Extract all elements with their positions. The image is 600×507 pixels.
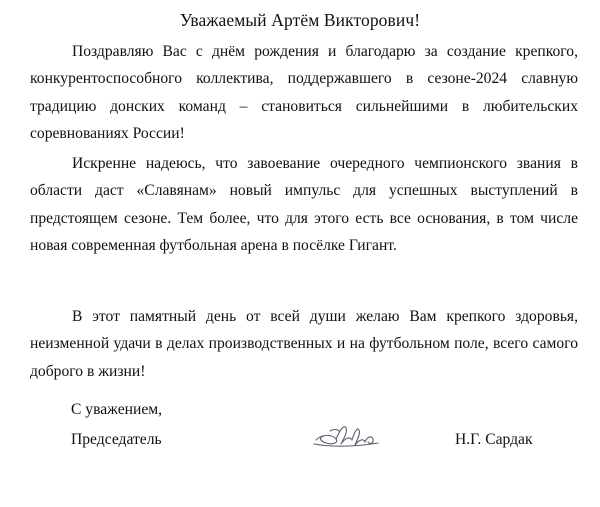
paragraph-birthday-greeting: Поздравляю Вас с днём рождения и благодарю за создание крепкого, конкурентоспособного коллектива, поддержавшего в сезоне-2024 славную традицию донских команд – становиться сильнейшими в любительских соревнованиях России! xyxy=(30,43,578,143)
salutation-heading: Уважаемый Артём Викторович! xyxy=(179,10,421,30)
paragraph-championship-hopes: Искренне надеюсь, что завоевание очередного чемпионского звания в области даст «Славянам» новый импульс для успешных выступлений в предстоящем сезоне. Тем более, что для этого есть все основания, в том числе новая современная футбольная арена в посёлке Гигант. xyxy=(30,155,578,255)
closing-phrase: С уважением, xyxy=(71,401,163,418)
signer-position: Председатель xyxy=(71,431,162,448)
signer-name: Н.Г. Сардак xyxy=(455,431,533,448)
handwritten-signature xyxy=(310,418,382,454)
paragraph-wishes: В этот памятный день от всей души желаю Вам крепкого здоровья, неизменной удачи в делах производственных и на футбольном поле, всего самого доброго в жизни! xyxy=(30,308,578,380)
